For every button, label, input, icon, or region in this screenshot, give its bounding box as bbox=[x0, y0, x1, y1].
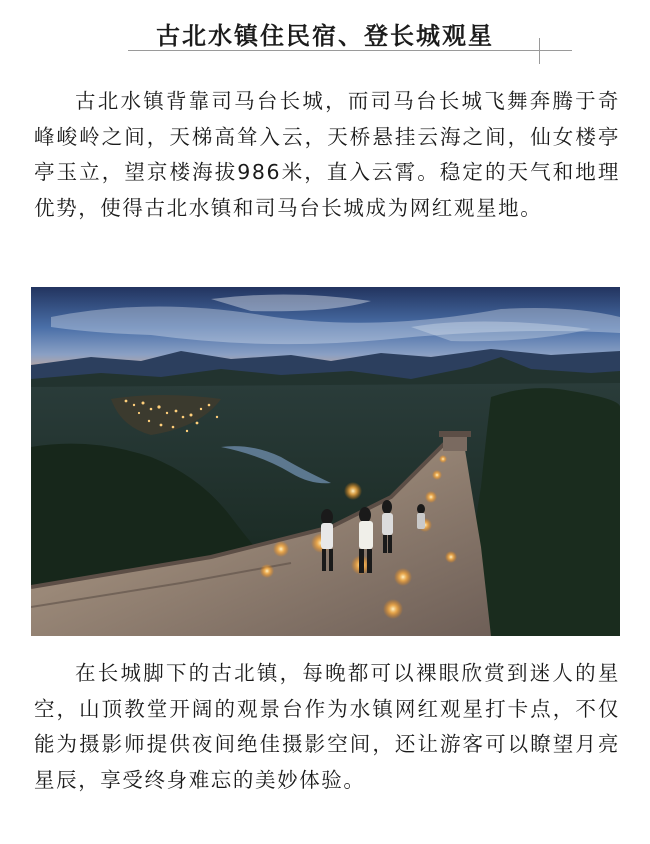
intro-paragraph: 古北水镇背靠司马台长城，而司马台长城飞舞奔腾于奇峰峻岭之间，天梯高耸入云，天桥悬挂云海之间，仙女楼亭亭玉立，望京楼海拔986米，直入云霄。稳定的天气和地理优势，使得古北水镇和司马台长城成为网红观星地。 bbox=[34, 89, 620, 220]
great-wall-night-photo bbox=[31, 287, 620, 636]
stargazing-paragraph: 在长城脚下的古北镇，每晚都可以裸眼欣赏到迷人的星空，山顶教堂开阔的观景台作为水镇网红观星打卡点，不仅能为摄影师提供夜间绝佳摄影空间，还让游客可以瞭望月亮星辰，享受终身难忘的美妙体验。 bbox=[34, 661, 620, 792]
article-title: 古北水镇住民宿、登长城观星 bbox=[156, 22, 494, 50]
title-divider-tick bbox=[539, 38, 540, 64]
title-underline bbox=[128, 50, 572, 51]
title-block bbox=[0, 0, 650, 70]
